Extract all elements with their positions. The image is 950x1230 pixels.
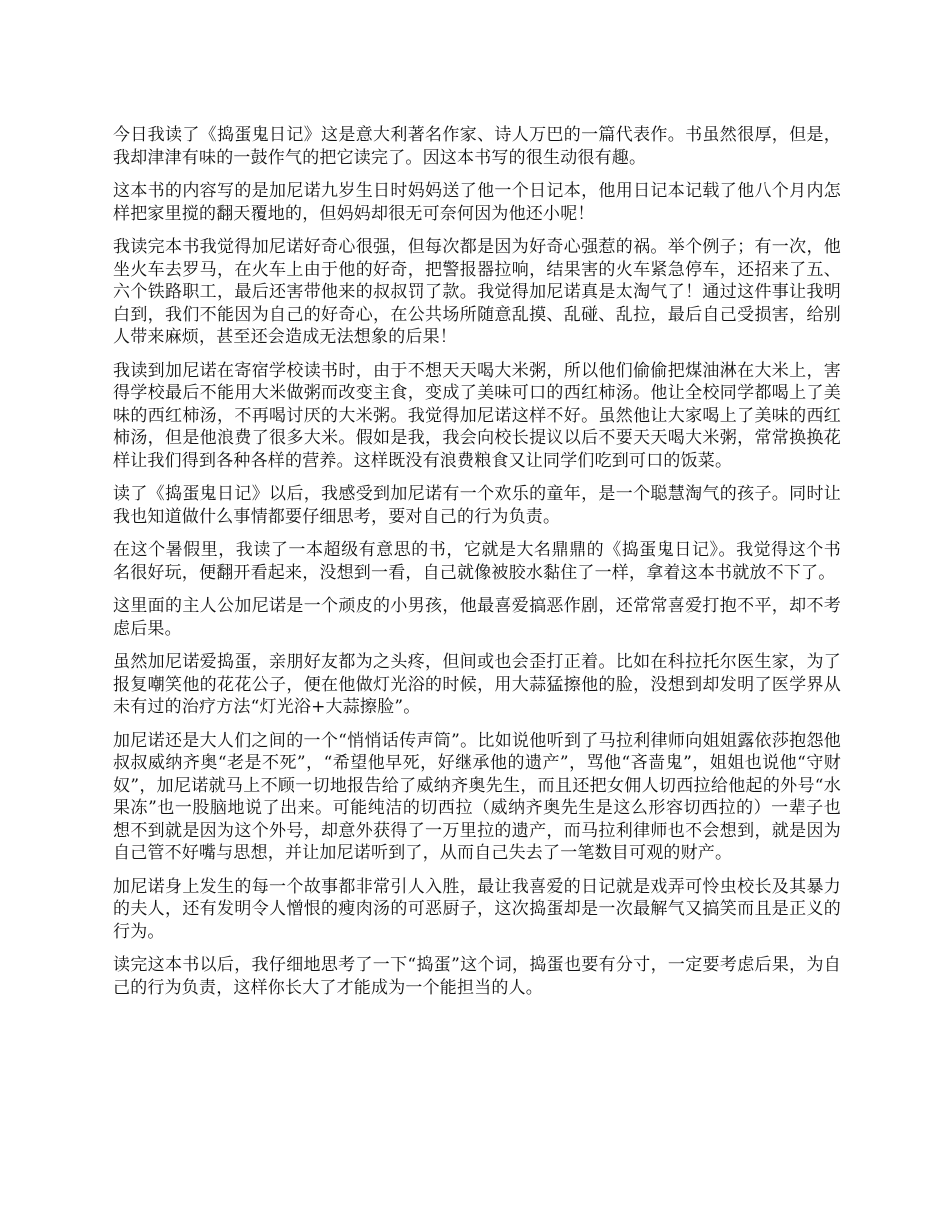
paragraph-4: 我读到加尼诺在寄宿学校读书时，由于不想天天喝大米粥，所以他们偷偷把煤油淋在大米上，害得学校最后不能用大米做粥而改变主食，变成了美味可口的西红柿汤。他让全校同学都喝上了美味的西红柿汤，不再喝讨厌的大米粥。我觉得加尼诺这样不好。虽然他让大家喝上了美味的西红柿汤，但是他浪费了很多大米。假如是我，我会向校长提议以后不要天天喝大米粥，常常换换花样让我们得到各种各样的营养。这样既没有浪费粮食又让同学们吃到可口的饭菜。 <box>113 360 841 471</box>
paragraph-5: 读了《捣蛋鬼日记》以后，我感受到加尼诺有一个欢乐的童年，是一个聪慧淘气的孩子。同时让我也知道做什么事情都要仔细思考，要对自己的行为负责。 <box>113 484 841 527</box>
paragraph-6: 在这个暑假里，我读了一本超级有意思的书，它就是大名鼎鼎的《捣蛋鬼日记》。我觉得这个书名很好玩，便翻开看起来，没想到一看，自己就像被胶水黏住了一样，拿着这本书就放不下了。 <box>113 540 841 583</box>
paragraph-2: 这本书的内容写的是加尼诺九岁生日时妈妈送了他一个日记本，他用日记本记载了他八个月内怎样把家里搅的翻天覆地的，但妈妈却很无可奈何因为他还小呢！ <box>113 181 841 224</box>
paragraph-11: 读完这本书以后，我仔细地思考了一下“捣蛋”这个词，捣蛋也要有分寸，一定要考虑后果，为自己的行为负责，这样你长大了才能成为一个能担当的人。 <box>113 955 841 998</box>
document-body <box>113 124 841 1010</box>
paragraph-1: 今日我读了《捣蛋鬼日记》这是意大利著名作家、诗人万巴的一篇代表作。书虽然很厚，但是，我却津津有味的一鼓作气的把它读完了。因这本书写的很生动很有趣。 <box>113 125 841 168</box>
paragraph-10: 加尼诺身上发生的每一个故事都非常引人入胜，最让我喜爱的日记就是戏弄可怜虫校长及其暴力的夫人，还有发明令人憎恨的瘦肉汤的可恶厨子，这次捣蛋却是一次最解气又搞笑而且是正义的行为。 <box>113 876 841 942</box>
paragraph-7: 这里面的主人公加尼诺是一个顽皮的小男孩，他最喜爱搞恶作剧，还常常喜爱打抱不平，却不考虑后果。 <box>113 596 841 639</box>
paragraph-9: 加尼诺还是大人们之间的一个“悄悄话传声筒”。比如说他听到了马拉利律师向姐姐露依莎抱怨他叔叔威纳齐奥“老是不死”，“希望他早死，好继承他的遗产”，骂他“吝啬鬼”，姐姐也说他“守财奴”，加尼诺就马上不顾一切地报告给了威纳齐奥先生，而且还把女佣人切西拉给他起的外号“水果冻”也一股脑地说了出来。可能纯洁的切西拉（威纳齐奥先生是这么形容切西拉的）一辈子也想不到就是因为这个外号，却意外获得了一万里拉的遗产，而马拉利律师也不会想到，就是因为自己管不好嘴与思想，并让加尼诺听到了，从而自己失去了一笔数目可观的财产。 <box>113 730 841 863</box>
paragraph-8: 虽然加尼诺爱捣蛋，亲朋好友都为之头疼，但间或也会歪打正着。比如在科拉托尔医生家，为了报复嘲笑他的花花公子，便在他做灯光浴的时候，用大蒜猛擦他的脸，没想到却发明了医学界从未有过的治疗方法“灯光浴+大蒜擦脸”。 <box>113 652 841 717</box>
paragraph-3: 我读完本书我觉得加尼诺好奇心很强，但每次都是因为好奇心强惹的祸。举个例子；有一次，他坐火车去罗马，在火车上由于他的好奇，把警报器拉响，结果害的火车紧急停车，还招来了五、六个铁路职工，最后还害带他来的叔叔罚了款。我觉得加尼诺真是太淘气了！通过这件事让我明白到，我们不能因为自己的好奇心，在公共场所随意乱摸、乱碰、乱拉，最后自己受损害，给别人带来麻烦，甚至还会造成无法想象的后果！ <box>113 237 841 347</box>
